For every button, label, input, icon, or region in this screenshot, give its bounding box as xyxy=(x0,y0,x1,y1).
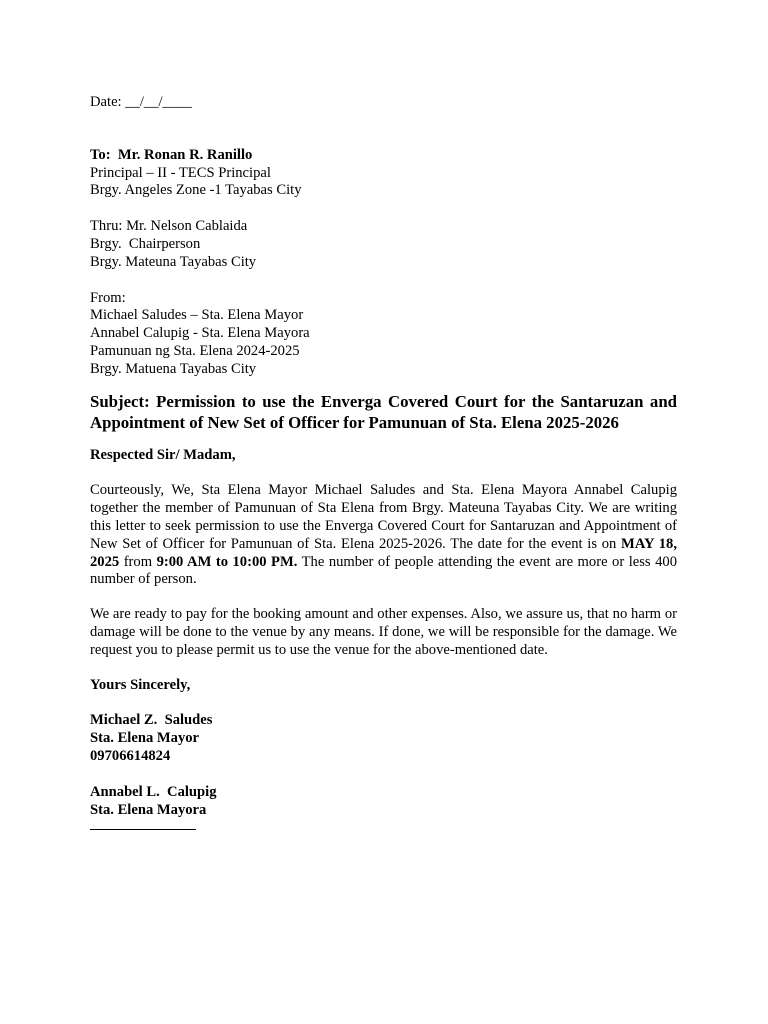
from-line: Brgy. Matuena Tayabas City xyxy=(90,360,257,377)
date-line: Date: __/__/____ xyxy=(90,94,192,110)
recipient-name: To: Mr. Ronan R. Ranillo xyxy=(90,146,253,163)
signatory-title: Sta. Elena Mayor xyxy=(90,730,200,747)
from-block xyxy=(90,290,677,379)
from-line: Annabel Calupig - Sta. Elena Mayora xyxy=(90,325,310,342)
body-text: from xyxy=(119,553,157,570)
event-time: 9:00 AM to 10:00 PM. xyxy=(156,553,298,570)
recipient-position: Principal – II - TECS Principal xyxy=(90,164,271,181)
signatory-name: Michael Z. Saludes xyxy=(90,712,213,729)
body-paragraph-1 xyxy=(90,482,677,589)
signatory-name: Annabel L. Calupig xyxy=(90,783,217,800)
from-line: Pamunuan ng Sta. Elena 2024-2025 xyxy=(90,342,300,359)
thru-position: Brgy. Chairperson xyxy=(90,235,201,252)
salutation: Respected Sir/ Madam, xyxy=(90,446,236,463)
body-text: The number of people attending the event are more or less 400 number of person. xyxy=(90,553,677,588)
thru-block xyxy=(90,218,677,271)
signatory-title: Sta. Elena Mayora xyxy=(90,801,207,818)
signatory-phone: 09706614824 xyxy=(90,747,171,764)
body-text: Courteously, We, Sta Elena Mayor Michael Saludes and Sta. Elena Mayora Annabel Calupig together the member of Pamunuan of Sta Elena from Brgy. Mateuna Tayabas City. We are writing this letter to seek permission to use the Enverga Covered Court for Santaruzan and Appointment of New Set of Officer for Pamunuan of Sta. Elena 2025-2026. The date for the event is on xyxy=(90,482,677,552)
signatory-2 xyxy=(90,784,677,831)
from-line: Michael Saludes – Sta. Elena Mayor xyxy=(90,307,304,324)
recipient-block xyxy=(90,147,677,200)
signature-line xyxy=(90,829,196,830)
letter-page xyxy=(90,94,677,830)
subject-heading: Subject: Permission to use the Enverga Covered Court for the Santaruzan and Appointment of New Set of Officer for Pamunuan of Sta. Elena 2025-2026 xyxy=(90,391,677,432)
thru-name: Thru: Mr. Nelson Cablaida xyxy=(90,218,248,235)
closing: Yours Sincerely, xyxy=(90,676,191,693)
event-date: MAY 18, 2025 xyxy=(90,535,677,570)
thru-address: Brgy. Mateuna Tayabas City xyxy=(90,253,257,270)
recipient-address: Brgy. Angeles Zone -1 Tayabas City xyxy=(90,182,302,199)
from-label: From: xyxy=(90,289,126,306)
signatory-1 xyxy=(90,712,677,765)
body-paragraph-2: We are ready to pay for the booking amount and other expenses. Also, we assure us, that no harm or damage will be done to the venue by any means. If done, we will be responsible for the damage. We request you to please permit us to use the venue for the above-mentioned date. xyxy=(90,606,677,658)
